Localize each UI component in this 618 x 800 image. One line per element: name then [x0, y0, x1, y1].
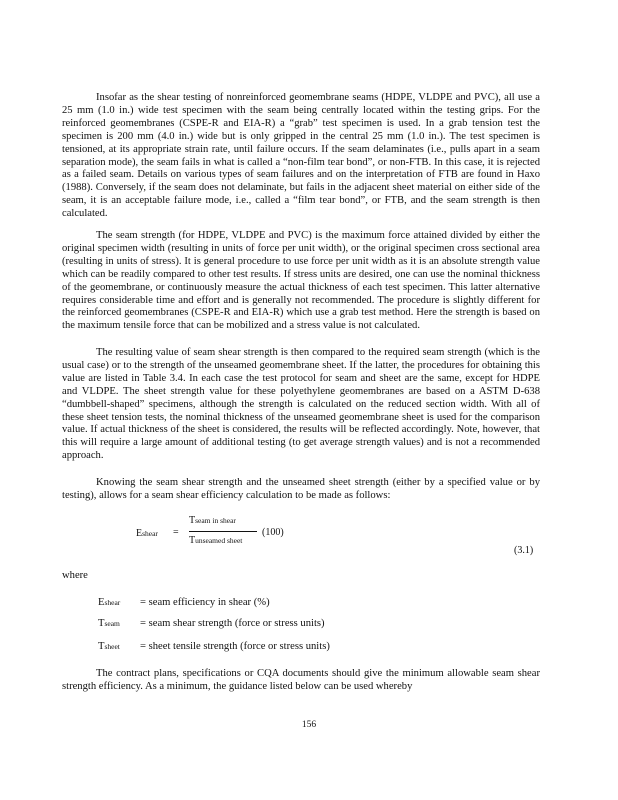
definition-t-seam — [98, 618, 325, 631]
paragraph-seam-shear-testing: Insofar as the shear testing of nonreinforced geomembrane seams (HDPE, VLDPE and PVC), all use a 25 mm (1.0 in.) wide test specimen with the seam being centrally located within the testing grips. For the reinforced geomembranes (CSPE-R and EIA-R) a “grab” test specimen is used. In a grab tension test the specimen is 200 mm (4.0 in.) wide but is only gripped in the central 25 mm (1.0 in.). The test specimen is tensioned, at its appropriate strain rate, until failure occurs. If the seam delaminates (i.e., pulls apart in a seam separation mode), the seam fails in what is called a “non-film tear bond”, or non-FTB. In this case, it is rejected as a failed seam. Details on various types of seam failures and on the interpretation of FTB are found in Haxo (1988). Conversely, if the seam does not delaminate, but fails in the adjacent sheet material on either side of the seam, it is an acceptable failure mode, i.e., called a “film tear bond”, or FTB, and the seam strength is then calculated. — [62, 92, 540, 220]
paragraph-efficiency-intro: Knowing the seam shear strength and the unseamed sheet strength (either by a specified value or by testing), allows for a seam shear efficiency calculation to be made as follows: — [62, 477, 540, 501]
paragraph-seam-strength: The seam strength (for HDPE, VLDPE and PVC) is the maximum force attained divided by either the original specimen width (resulting in units of force per unit width), or the original specimen cross sectional area (resulting in units of stress). It is general procedure to use force per unit width as it is an absolute strength value which can be readily compared to other test results. If stress units are desired, one can use the nominal thickness of the geomembrane, or continuously measure the actual thickness of each test specimen. This latter alternative requires considerable time and effort and is generally not recommended. The procedure is slightly different for the reinforced geomembranes (CSPE-R and EIA-R) which use a grab test method. Here the strength is based on the maximum tensile force that can be mobilized and a stress value is not calculated. — [62, 230, 540, 332]
definition-e-shear — [98, 597, 270, 610]
definition-text: = seam efficiency in shear (%) — [140, 597, 270, 608]
definition-text: = seam shear strength (force or stress units) — [140, 618, 325, 629]
definition-symbol: Eshear — [98, 597, 121, 608]
definition-symbol: Tsheet — [98, 641, 120, 652]
definition-text: = sheet tensile strength (force or stress units) — [140, 641, 330, 652]
definition-symbol: Tseam — [98, 618, 120, 629]
equation-numerator: Tseam in shear — [189, 515, 236, 526]
page-number: 156 — [301, 720, 317, 730]
definition-t-sheet — [98, 641, 330, 654]
equation-number: (3.1) — [514, 545, 534, 556]
where-label: where — [62, 570, 88, 581]
fraction-bar — [189, 531, 257, 532]
equation-factor: (100) — [262, 527, 284, 538]
paragraph-closing: The contract plans, specifications or CQA documents should give the minimum allowable seam shear strength efficiency. As a minimum, the guidance listed below can be used whereby — [62, 668, 540, 692]
equation-denominator: Tunseamed sheet — [189, 535, 243, 546]
paragraph-resulting-value: The resulting value of seam shear strength is then compared to the required seam strength (which is the usual case) or to the strength of the unseamed geomembrane sheet. If the latter, the procedures for obtaining this value are listed in Table 3.4. In each case the test protocol for seam and sheet are the same, except for HDPE and VLDPE. The sheet strength value for these polyethylene geomembranes are based on a ASTM D-638 “dumbbell-shaped” specimens, although the strength is calculated on the reduced section width. With all of these sheet tension tests, the nominal thickness of the unseamed geomembrane sheet is used for the comparison value. If actual thickness of the sheet is considered, the results will be reflected accordingly. Note, however, that this will require a large amount of additional testing (to get average strength values) and is not a recommended approach. — [62, 347, 540, 462]
equation-equals: = — [173, 527, 179, 538]
equation-lhs: Eshear — [136, 528, 158, 539]
